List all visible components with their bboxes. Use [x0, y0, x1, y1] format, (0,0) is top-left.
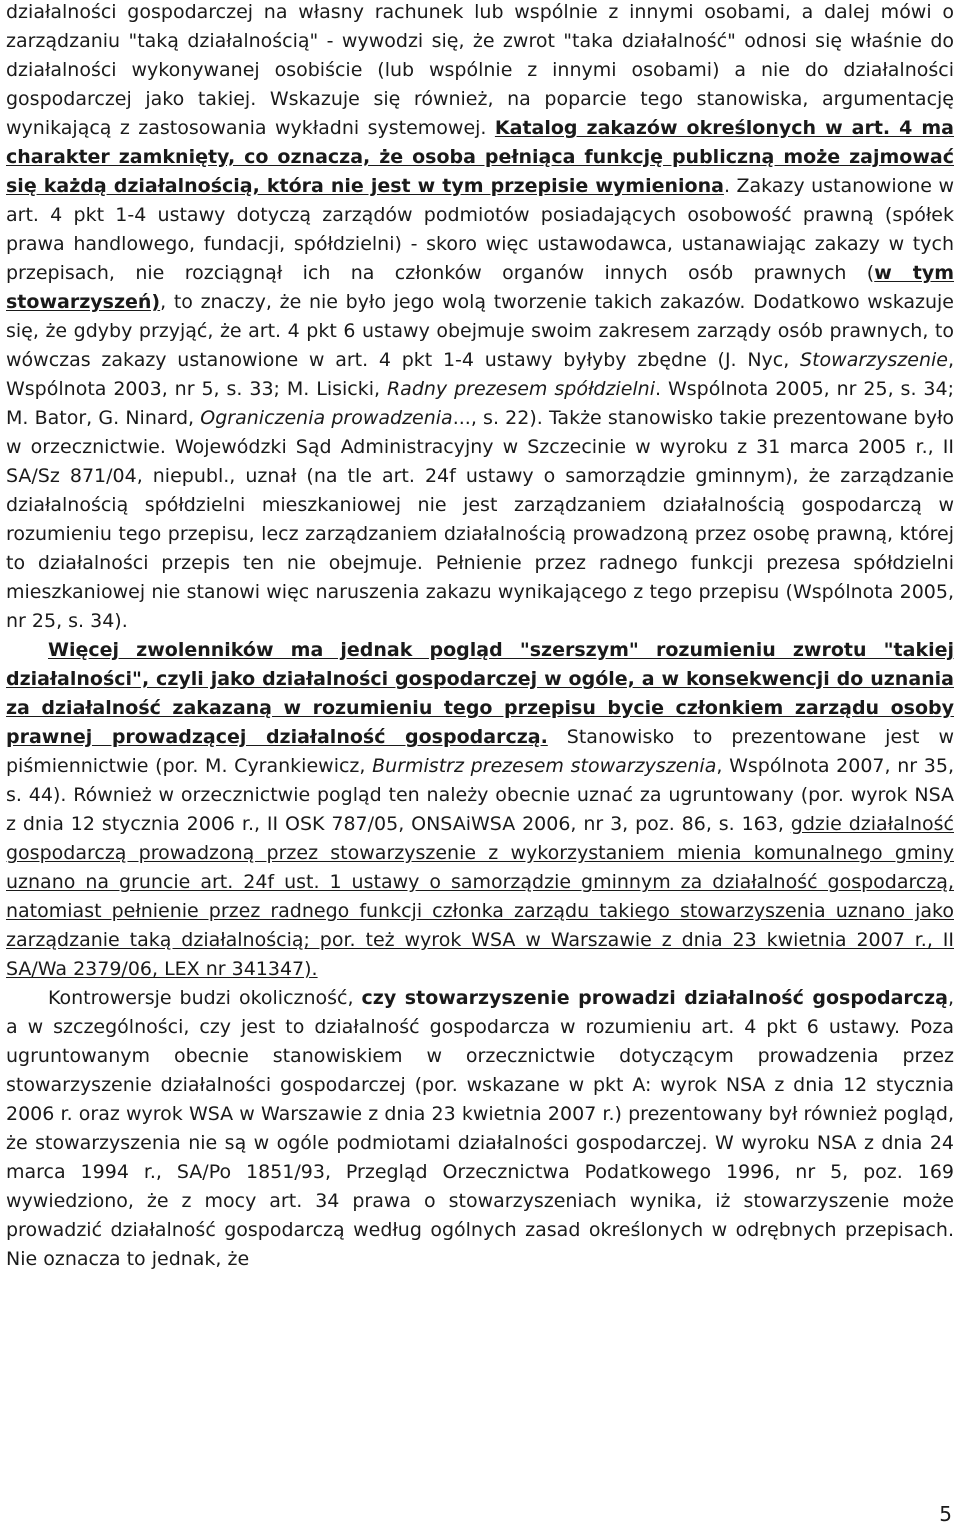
paragraph-1	[6, 0, 954, 636]
citation-title: Ograniczenia prowadzenia	[200, 407, 453, 429]
paragraph-1-emphasis: Katalog zakazów określonych w art. 4 ma charakter zamknięty, co oznacza, że osoba pełniąca funkcję publiczną może zajmować się każdą działalnością, która nie jest w tym przepisie wymieniona	[6, 117, 954, 197]
paragraph-3	[6, 984, 954, 1274]
paragraph-1-text: , Wspólnota 2003, nr 5, s. 33; M. Lisicki,	[6, 349, 954, 400]
paragraph-1-emphasis: w tym stowarzyszeń)	[6, 262, 955, 313]
paragraph-1-text: . Zakazy ustanowione w art. 4 pkt 1-4 ustawy dotyczą zarządów podmiotów posiadających osobowość prawną (spółek prawa handlowego, fundacji, spółdzielni) - skoro więc ustawodawca, ustanawiając zakazy w tych przepisach, nie rozciągnął ich na członków organów innych osób prawnych (	[6, 175, 954, 284]
citation-title: Stowarzyszenie	[800, 349, 948, 371]
document-page	[6, 0, 954, 1274]
paragraph-1-text: . Wspólnota 2005, nr 25, s. 34; M. Bator, G. Ninard,	[6, 378, 955, 429]
paragraph-3-text: Kontrowersje budzi okoliczność,	[48, 987, 362, 1009]
paragraph-2-text: , Wspólnota 2007, nr 35, s. 44). Również w orzecznictwie pogląd ten należy obecnie uznać za ugruntowany (por. wyrok NSA z dnia 12 stycznia 2006 r., II OSK 787/05, ONSAiWSA 2006, nr 3, poz. 86, s. 163,	[6, 755, 954, 835]
paragraph-3-text: , a w szczególności, czy jest to działalność gospodarcza w rozumieniu art. 4 pkt 6 ustawy. Poza ugruntowanym obecnie stanowiskiem w orzecznictwie dotyczącym prowadzenia przez stowarzyszenie działalności gospodarczej (por. wskazane w pkt A: wyrok NSA z dnia 12 stycznia 2006 r. oraz wyrok WSA w Warszawie z dnia 23 kwietnia 2007 r.) prezentowany był również pogląd, że stowarzyszenia nie są w ogóle podmiotami działalności gospodarczej. W wyroku NSA z dnia 24 marca 1994 r., SA/Po 1851/93, Przegląd Orzecznictwa Podatkowego 1996, nr 5, poz. 169 wywiedziono, że z mocy art. 34 prawa o stowarzyszeniach wynika, iż stowarzyszenie może prowadzić działalność gospodarczą według ogólnych zasad określonych w odrębnych przepisach. Nie oznacza to jednak, że	[6, 987, 954, 1270]
paragraph-3-emphasis: czy stowarzyszenie prowadzi działalność gospodarczą	[361, 987, 948, 1009]
paragraph-2	[6, 636, 954, 984]
paragraph-2-text: Stanowisko to prezentowane jest w piśmiennictwie (por. M. Cyrankiewicz,	[6, 726, 955, 777]
citation-title: Radny prezesem spółdzielni	[386, 378, 655, 400]
citation-title: Burmistrz prezesem stowarzyszenia	[372, 755, 717, 777]
paragraph-2-emphasis: Więcej zwolenników ma jednak pogląd "szerszym" rozumieniu zwrotu "takiej działalności", czyli jako działalności gospodarczej w ogóle, a w konsekwencji do uznania za działalność zakazaną w rozumieniu tego przepisu bycie członkiem zarządu osoby prawnej prowadzącej działalność gospodarczą.	[6, 639, 954, 748]
paragraph-2-underlined: gdzie działalność gospodarczą prowadzoną przez stowarzyszenie z wykorzystaniem mienia komunalnego gminy uznano na gruncie art. 24f ust. 1 ustawy o samorządzie gminnym za działalność gospodarczą, natomiast pełnienie przez radnego funkcji członka zarządu takiego stowarzyszenia uznano jako zarządzanie taką działalnością; por. też wyrok WSA w Warszawie z dnia 23 kwietnia 2007 r., II SA/Wa 2379/06, LEX nr 341347).	[6, 813, 954, 980]
paragraph-1-text: , to znaczy, że nie było jego wolą tworzenie takich zakazów. Dodatkowo wskazuje się, że gdyby przyjąć, że art. 4 pkt 6 ustawy obejmuje swoim zakresem zarządy osób prawnych, to wówczas zakazy ustanowione w art. 4 pkt 1-4 ustawy byłyby zbędne (J. Nyc,	[6, 291, 954, 371]
paragraph-1-text: działalności gospodarczej na własny rachunek lub wspólnie z innymi osobami, a dalej mówi o zarządzaniu "taką działalnością" - wywodzi się, że zwrot "taka działalność" odnosi się właśnie do działalności wykonywanej osobiście (lub wspólnie z innymi osobami) a nie do działalności gospodarczej jako takiej. Wskazuje się również, na poparcie tego stanowiska, argumentację wynikającą z zastosowania wykładni systemowej.	[6, 1, 954, 139]
paragraph-1-text: ..., s. 22). Także stanowisko takie prezentowane było w orzecznictwie. Wojewódzki Sąd Administracyjny w Szczecinie w wyroku z 31 marca 2005 r., II SA/Sz 871/04, niepubl., uznał (na tle art. 24f ustawy o samorządzie gminnym), że zarządzanie działalnością spółdzielni mieszkaniowej nie jest zarządzaniem działalnością gospodarczą w rozumieniu tego przepisu, lecz zarządzaniem działalnością prowadzoną przez osobę prawną, której to działalności przepis ten nie obejmuje. Pełnienie przez radnego funkcji prezesa spółdzielni mieszkaniowej nie stanowi więc naruszenia zakazu wynikającego z tego przepisu (Wspólnota 2005, nr 25, s. 34).	[6, 407, 955, 632]
page-number: 5	[939, 1502, 952, 1526]
